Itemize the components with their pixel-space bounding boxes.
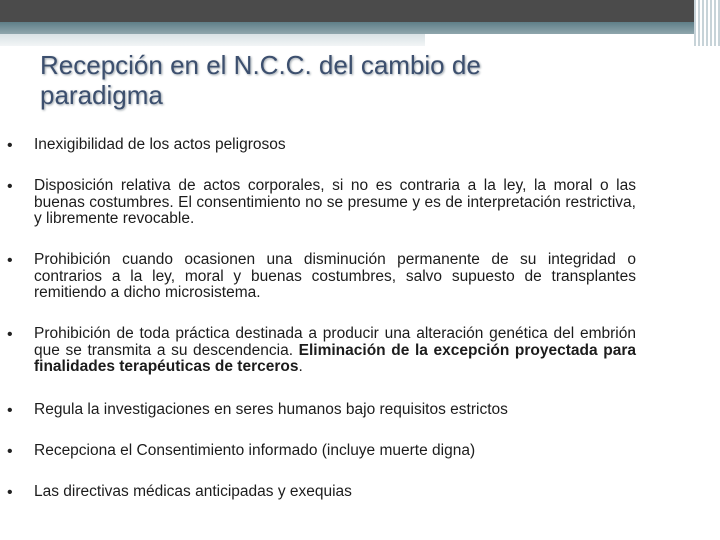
bullet-icon: • (7, 326, 13, 343)
bullet-icon: • (7, 443, 13, 460)
list-item-text: Disposición relativa de actos corporales, si no es contraria a la ley, la moral o las buenas costumbres. El consentimiento no se presume y es de interpretación restrictiva, y libremente revocable. (34, 177, 636, 227)
list-item-text: Prohibición cuando ocasionen una disminución permanente de su integridad o contrarios a la ley, moral y buenas costumbres, salvo supuesto de transplantes remitiendo a dicho microsistema. (34, 251, 636, 301)
list-item-text: Regula la investigaciones en seres humanos bajo requisitos estrictos (34, 401, 508, 418)
accent-line (0, 22, 694, 34)
list-item-text-end: . (298, 358, 303, 375)
list-item-text-bold: Eliminación de la excepción proyectada para finalidades terapéuticas de terceros (34, 341, 636, 375)
bullet-icon: • (7, 484, 13, 501)
top-bar (0, 0, 720, 22)
bullet-icon: • (7, 137, 13, 154)
list-item-text-start: Prohibición de toda práctica destinada a producir una alteración genética del embrión que se transmita a su descendencia. (34, 325, 636, 359)
accent-line-light (0, 34, 425, 46)
list-item-text (34, 326, 636, 376)
list-item-text: Recepciona el Consentimiento informado (incluye muerte digna) (34, 442, 476, 459)
slide-title: Recepción en el N.C.C. del cambio de paradigma (40, 50, 481, 110)
list-item-text: Las directivas médicas anticipadas y exequias (34, 483, 352, 500)
bullet-icon: • (7, 252, 13, 269)
bullet-icon: • (7, 178, 13, 195)
bullet-icon: • (7, 402, 13, 419)
top-bar-stripes (694, 0, 720, 46)
list-item-text: Inexigibilidad de los actos peligrosos (34, 136, 286, 153)
